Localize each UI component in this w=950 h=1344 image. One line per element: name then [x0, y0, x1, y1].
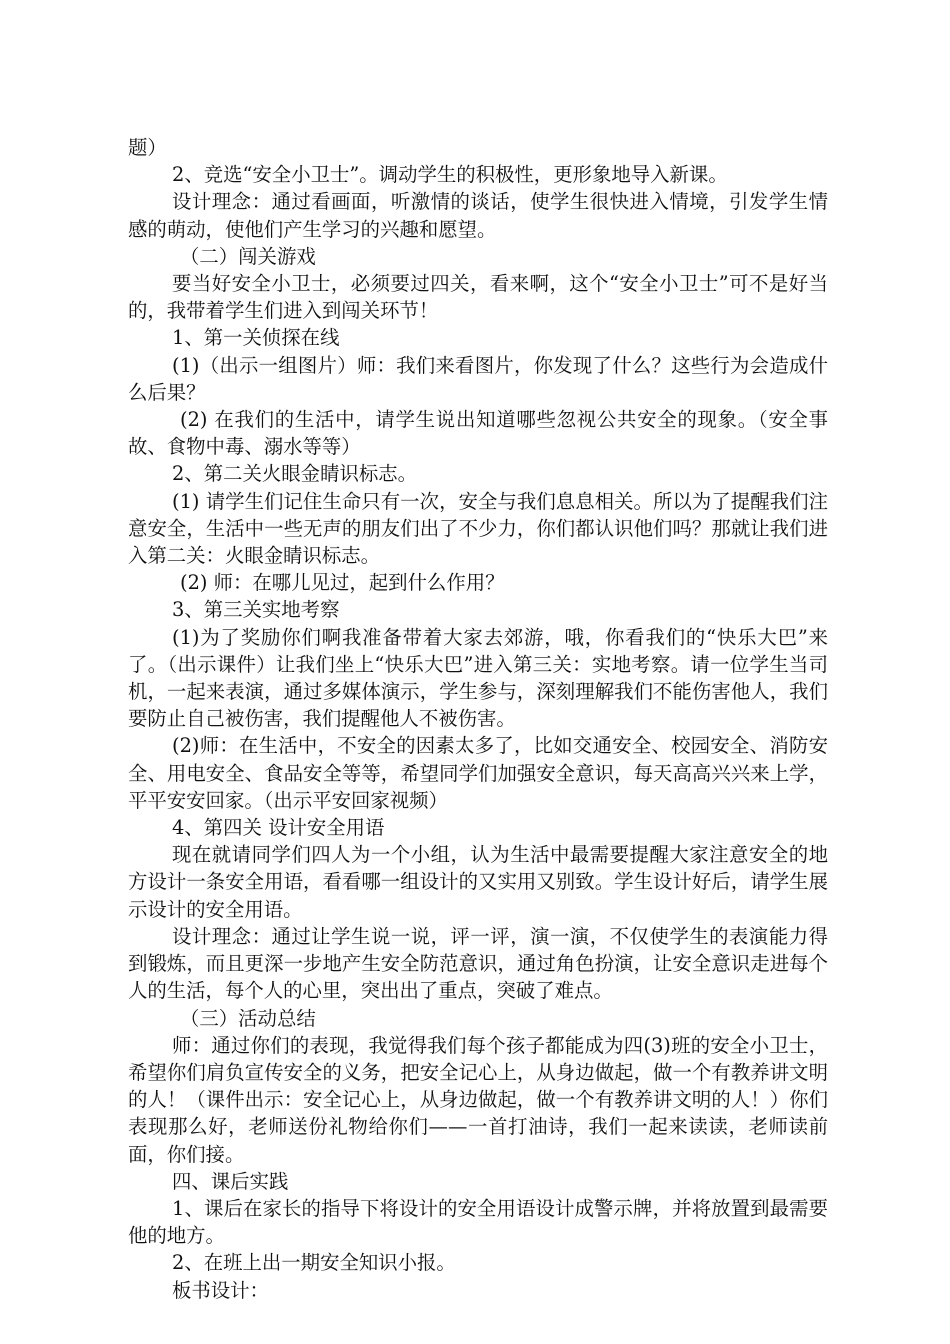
paragraph: 师：通过你们的表现，我觉得我们每个孩子都能成为四(3)班的安全小卫士，希望你们肩负宣传安全的义务，把安全记心上，从身边做起，做一个有教养讲文明的人！（课件出示：安全记心上，从身边做起，做一个有教养讲文明的人！）你们表现那么好，老师送份礼物给你们——一首打油诗，我们一起来读读，老师读前面，你们接。	[128, 1033, 828, 1166]
paragraph: 设计理念：通过让学生说一说，评一评，演一演，不仅使学生的表演能力得到锻炼，而且更深一步地产生安全防范意识，通过角色扮演，让安全意识走进每个人的生活，每个人的心里，突出出了重点，突破了难点。	[128, 924, 828, 1003]
paragraph: 现在就请同学们四人为一个小组，认为生活中最需要提醒大家注意安全的地方设计一条安全用语，看看哪一组设计的又实用又别致。学生设计好后，请学生展示设计的安全用语。	[128, 843, 828, 921]
paragraph: (1)（出示一组图片）师：我们来看图片，你发现了什么？这些行为会造成什么后果？	[128, 353, 828, 404]
paragraph: 4、第四关 设计安全用语	[172, 816, 385, 840]
paragraph: (2) 在我们的生活中，请学生说出知道哪些忽视公共安全的现象。（安全事故、食物中毒、溺水等等）	[128, 408, 828, 459]
paragraph: 2、在班上出一期安全知识小报。	[172, 1251, 456, 1275]
paragraph: （三）活动总结	[180, 1006, 316, 1030]
paragraph: (2)师：在生活中，不安全的因素太多了，比如交通安全、校园安全、消防安全、用电安全、食品安全等等，希望同学们加强安全意识，每天高高兴兴来上学，平平安安回家。（出示平安回家视频）	[128, 734, 828, 812]
paragraph: 题）	[128, 136, 167, 159]
paragraph: (1) 请学生们记住生命只有一次，安全与我们息息相关。所以为了提醒我们注意安全，生活中一些无声的朋友们出了不少力，你们都认识他们吗？那就让我们进入第二关：火眼金睛识标志。	[128, 489, 828, 568]
paragraph: 1、第一关侦探在线	[172, 326, 340, 350]
paragraph: 板书设计：	[172, 1278, 269, 1302]
paragraph: 2、竞选“安全小卫士”。调动学生的积极性，更形象地导入新课。	[172, 163, 728, 187]
paragraph: 1、课后在家长的指导下将设计的安全用语设计成警示牌，并将放置到最需要他的地方。	[128, 1196, 828, 1248]
paragraph: 四、课后实践	[172, 1169, 289, 1193]
paragraph: 2、第二关火眼金睛识标志。	[172, 462, 418, 486]
paragraph: 设计理念：通过看画面，听激情的谈话，使学生很快进入情境，引发学生情感的萌动，使他们产生学习的兴趣和愿望。	[128, 190, 828, 241]
paragraph: 要当好安全小卫士，必须要过四关，看来啊，这个“安全小卫士”可不是好当的，我带着学生们进入到闯关环节！	[128, 272, 828, 323]
document-body	[128, 134, 828, 1304]
paragraph: （二）闯关游戏	[180, 244, 316, 268]
paragraph: 3、第三关实地考察	[172, 598, 340, 622]
paragraph: (2) 师：在哪儿见过，起到什么作用？	[180, 571, 505, 595]
paragraph: (1)为了奖励你们啊我准备带着大家去郊游，哦，你看我们的“快乐大巴”来了。（出示课件）让我们坐上“快乐大巴”进入第三关：实地考察。请一位学生当司机，一起来表演，通过多媒体演示，学生参与，深刻理解我们不能伤害他人，我们要防止自己被伤害，我们提醒他人不被伤害。	[128, 625, 828, 731]
